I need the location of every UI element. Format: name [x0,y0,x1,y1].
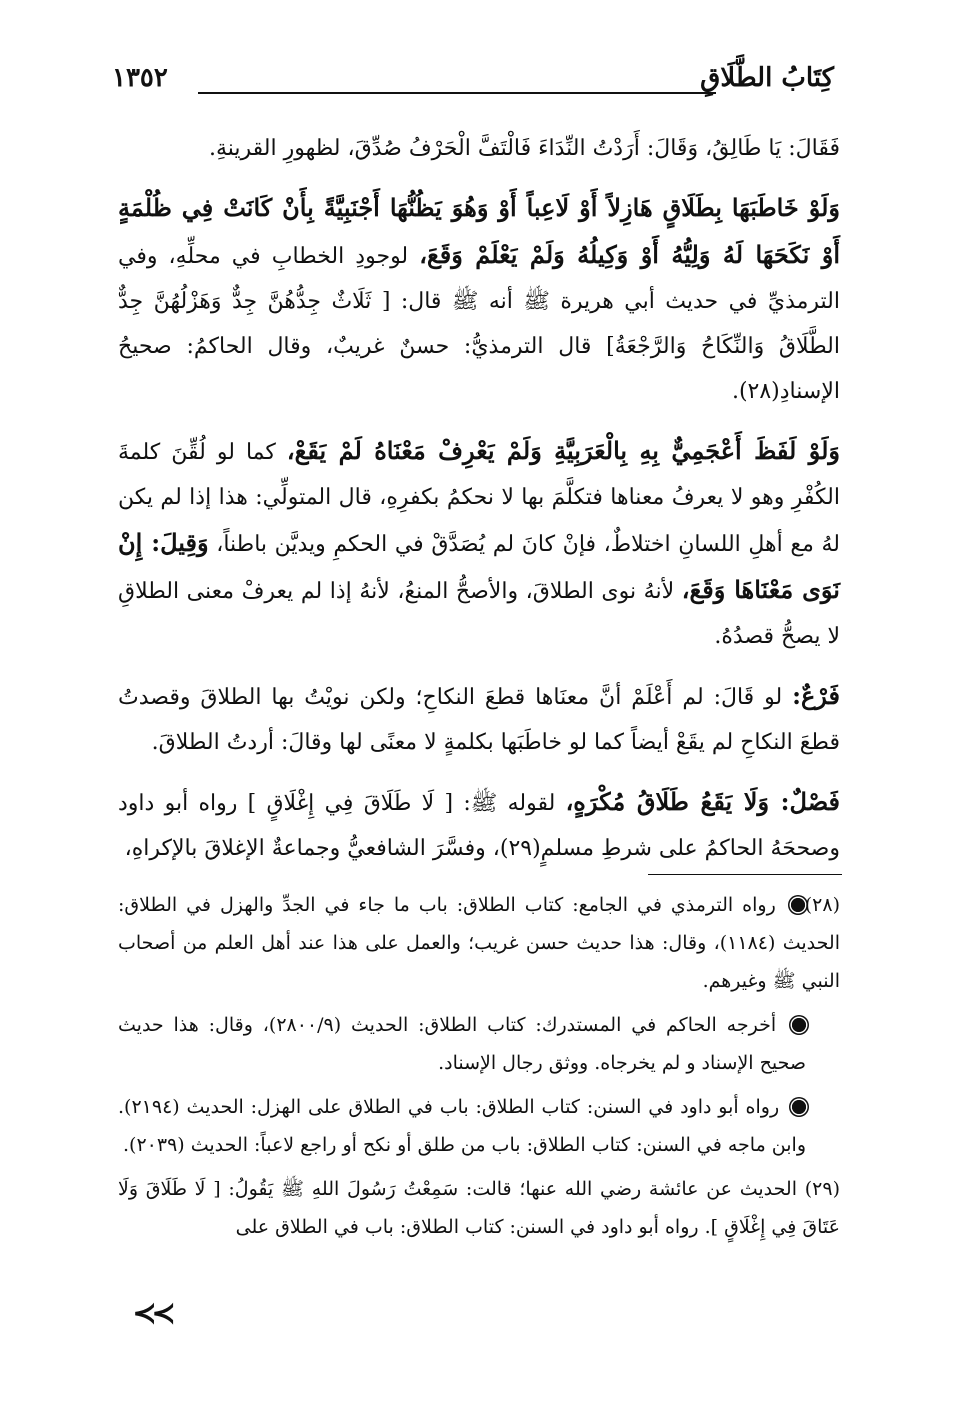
footnote-number: (٢٩) [804,1178,840,1200]
far-heading: فَرْعٌ: [792,681,840,710]
footnote-separator [648,874,842,875]
footnote-text: الحديث عن عائشة رضي الله عنها؛ قالت: سَمِعْتُ رَسُولَ اللهِ ﷺ يَقُولُ: [ لَا طَلَاقَ وَلَا عَتَاقَ فِي إِغْلَاقٍ ]. رواه أبو داود في السنن: كتاب الطلاق: باب في الطلاق على [118,1178,840,1238]
footnotes [118,886,840,1252]
bullet-icon [792,1018,806,1032]
paragraph-text: لقوله ﷺ: [ لَا طَلَاقَ فِي إِغْلَاقٍ ] رواه أبو داود وصححَهُ الحاكمُ على شرطِ مسلمٍ(٢٩)، وفسَّرَ الشافعيُّ وجماعةٌ الإغلاقَ بالإكراهِ، [118,791,840,861]
paragraph-2 [118,185,840,414]
matn-text: وَلَوْ خَاطَبَهَا بِطَلَاقٍ هَازِلاً أَوْ لَاعِباً أَوْ وَهُوَ يَظُنُّهَا أَجْنَبِيَّةً بِأَنْ كَانَتْ فِي ظُلْمَةٍ أَوْ نَكَحَهَا لَهُ وَلِيُّهُ أَوْ وَكِيلُهُ وَلَمْ يَعْلَمْ وَقَعَ، [118,193,841,269]
paragraph-text: فَقَالَ: يَا طَالِقُ، وَقَالَ: أَرَدْتُ النِّدَاءَ فَالْتَفَّ الْحَرْفُ صُدِّقَ، لظهورِ القرينةِ. [208,136,840,161]
book-title: كِتَابُ الطَّلَاقِ [700,63,834,93]
paragraph-5 [118,779,840,871]
paragraph-text: لوجودِ الخطابِ في محلِّهِ، وفي الترمذيِّ في حديث أبي هريرة ﷺ أنه ﷺ قال: [ ثَلَاثٌ جِدُّهُنَّ جِدٌّ وَهَزْلُهُنَّ جِدٌّ الطَّلَاقُ وَالنِّكَاحُ وَالرَّجْعَةُ] قال الترمذيُّ: حسنٌ غريبٌ، وقال الحاكمُ: صحيحُ الإسنادِ(٢٨). [118,244,840,404]
running-header [112,58,834,102]
footnote-text: رواه الترمذي في الجامع: كتاب الطلاق: باب ما جاء في الجدِّ والهزل في الطلاق: الحديث (١١٨٤)، وقال: هذا حديث حسن غريب؛ والعمل على هذا عند أهل العلم من أصحاب النبي ﷺ وغيرهم. [118,894,840,992]
paragraph-1 [118,126,840,171]
matn-text: وَقِيلَ: إِنْ نَوَى مَعْنَاهَا وَقَعَ، [118,528,840,604]
continuation-arrows-icon: ≺≺ [132,1296,171,1331]
footnote-text: رواه أبو داود في السنن: كتاب الطلاق: باب في الطلاق على الهزل: الحديث (٢١٩٤). وابن ماجه في السنن: كتاب الطلاق: باب من طلق أو نكح أو راجع لاعباً: الحديث (٢٠٣٩). [118,1096,806,1156]
footnote-text: أخرجه الحاكم في المستدرك: كتاب الطلاق: الحديث (٢٨٠٠/٩)، وقال: هذا حديث صحيح الإسناد و لم يخرجاه. ووثق رجال الإسناد. [118,1014,806,1074]
footnote-28-abudawud [118,1088,840,1164]
paragraph-text: لو قَالَ: لم أَعْلَمْ أنَّ معنَاها قطعَ النكاحِ؛ ولكن نويْتُ بها الطلاقَ وقصدتُ قطعَ النكاحِ لم يقَعْ أيضاً كما لو خاطَبَها بكلمةٍ لا معنًى لها وقالَ: أردتُ الطلاقَ. [118,685,840,755]
main-text [118,126,840,885]
footnote-28-hakim [118,1006,840,1082]
bullet-icon [792,1100,806,1114]
header-rule [198,92,716,94]
footnote-28 [118,886,840,1000]
paragraph-3 [118,428,840,659]
footnote-29 [118,1170,840,1246]
fasl-heading: فَصْلٌ: وَلَا يَقَعُ طَلَاقُ مُكْرَهٍ، [565,787,840,816]
paragraph-text: لأنهُ نوى الطلاقَ، والأصحُّ المنعُ، لأنهُ إذا لم يعرفْ معنى الطلاقِ لا يصحُّ قصدُهُ. [118,579,840,649]
page-number: ١٣٥٢ [112,63,168,93]
matn-text: وَلَوْ لَفَظَ أَعْجَمِيٌّ بِهِ بِالْعَرَبِيَّةِ وَلَمْ يَعْرِفْ مَعْنَاهُ لَمْ يَقَعْ، [286,436,840,465]
paragraph-4 [118,673,840,765]
paragraph-text: كما لو لُقِّنَ كلمةَ الكُفْرِ وهو لا يعرفُ معناها فتكلَّمَ بها لا نحكمُ بكفرِهِ، قال المتولِّي: هذا إذا لم يكن لهُ مع أهلِ اللسانِ اختلاطٌ، فإنْ كانَ لم يُصَدَّقْ في الحكمِ ويديَّن باطناً، [118,440,840,557]
footnote-number: (٢٨) [804,894,840,916]
bullet-icon [791,898,805,912]
